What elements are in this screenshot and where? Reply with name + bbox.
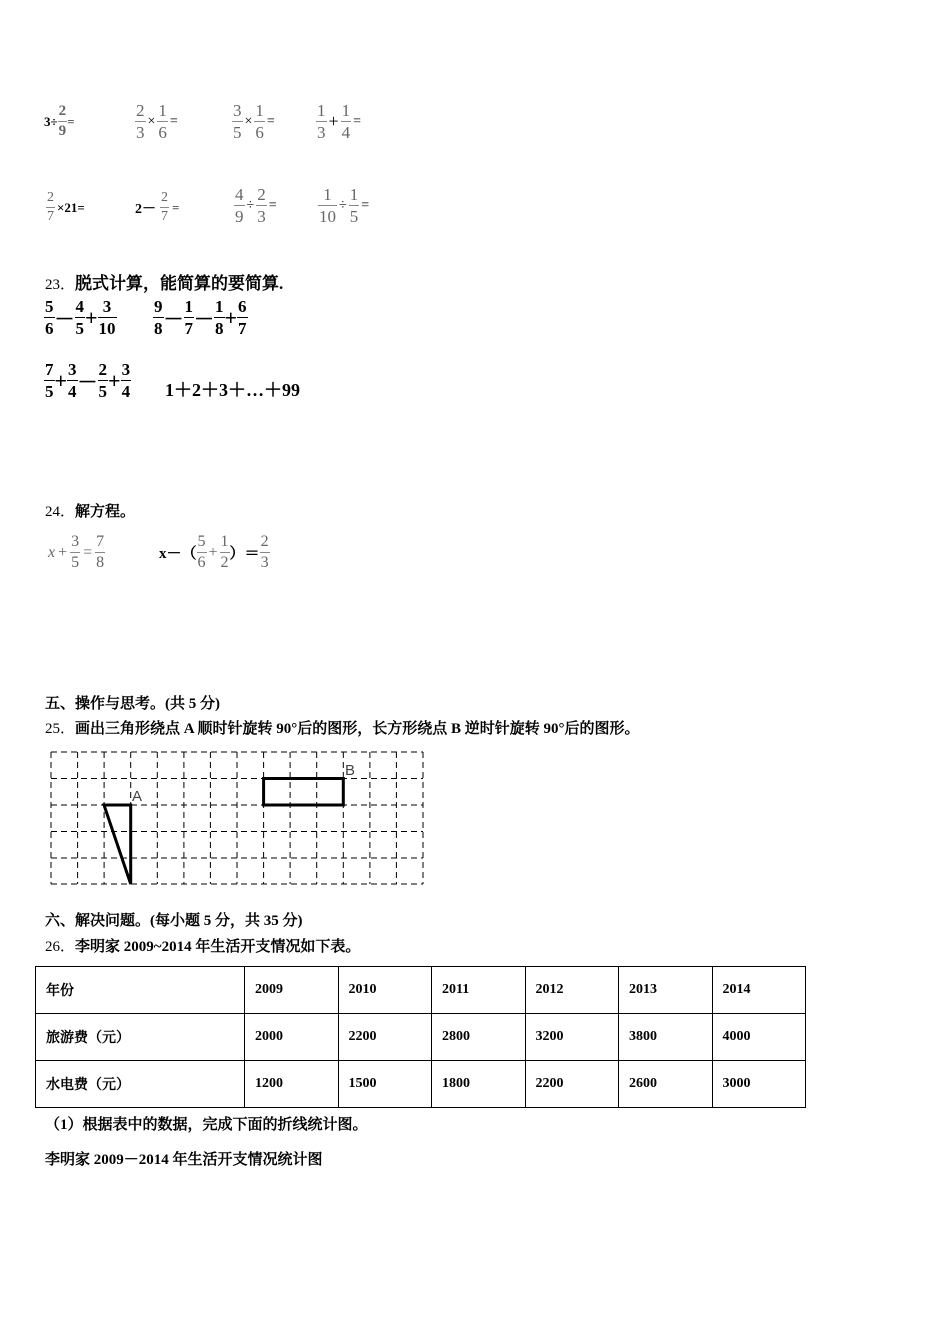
numerator: 5 (45, 297, 54, 316)
operator: + (328, 111, 339, 131)
operator: ÷ (246, 197, 255, 213)
denominator: 3 (136, 123, 145, 142)
rotation-grid-figure (48, 750, 426, 888)
table-cell: 3000 (712, 1061, 806, 1108)
table-cell: 3800 (619, 1014, 713, 1061)
numerator: 3 (121, 360, 131, 379)
question-number: 25． (45, 721, 76, 737)
section-6-heading: 六、解决问题。(每小题 5 分，共 35 分) (45, 913, 303, 929)
table-row (36, 1014, 806, 1061)
numerator: 2 (260, 533, 269, 550)
denominator: 8 (154, 319, 163, 338)
table-cell: 1200 (245, 1061, 339, 1108)
denominator: 9 (58, 123, 67, 139)
question-number: 26． (45, 939, 76, 955)
numerator: 1 (317, 101, 326, 120)
equals: = (353, 113, 362, 129)
numerator: 1 (215, 297, 224, 316)
fraction (153, 298, 164, 337)
calc-item (318, 186, 371, 225)
table-cell: 2200 (525, 1061, 619, 1108)
operator: + (54, 367, 68, 393)
table-cell: 2009 (245, 967, 339, 1014)
fraction (234, 186, 245, 225)
denominator: 7 (47, 209, 54, 224)
rectangle-shape (264, 779, 344, 806)
table-cell: 2800 (432, 1014, 526, 1061)
denominator: 3 (317, 123, 326, 142)
numerator: 5 (197, 533, 206, 550)
table-cell: 水电费（元） (36, 1061, 245, 1108)
numerator: 1 (323, 185, 332, 204)
equals: = (83, 543, 93, 561)
numerator: 4 (75, 297, 84, 316)
fraction (237, 298, 248, 337)
numerator: 2 (58, 103, 67, 119)
fraction (135, 102, 146, 141)
equals: = (169, 113, 178, 129)
denominator: 6 (158, 123, 167, 142)
fraction (67, 361, 78, 400)
fraction (318, 186, 337, 225)
denominator: 2 (220, 554, 229, 571)
table-cell: 2011 (432, 967, 526, 1014)
numerator: 6 (238, 297, 247, 316)
question-text: 李明家 2009~2014 年生活开支情况如下表。 (75, 939, 361, 955)
fraction (46, 191, 55, 224)
calc-item (135, 102, 180, 141)
table-cell: 1500 (338, 1061, 432, 1108)
operator: － (163, 309, 184, 331)
calc-item (234, 186, 279, 225)
fraction (316, 102, 327, 141)
table-cell: 4000 (712, 1014, 806, 1061)
numerator: 3 (102, 297, 112, 316)
operator: + (85, 304, 98, 330)
question-number: 24． (45, 504, 76, 520)
operator: － (77, 372, 98, 394)
question-25-heading (45, 717, 640, 738)
table-row (36, 1061, 806, 1108)
numerator: 3 (233, 101, 242, 120)
expression-3 (44, 361, 131, 400)
numerator: 3 (68, 360, 77, 379)
denominator: 5 (98, 382, 108, 401)
fraction (44, 361, 55, 400)
question-23-heading (45, 269, 283, 294)
fraction (341, 102, 352, 141)
fraction (260, 534, 270, 571)
calc-item (316, 102, 363, 141)
equals: = (266, 113, 275, 129)
numerator: 1 (349, 185, 359, 204)
denominator: 3 (260, 554, 269, 571)
numerator: 2 (98, 360, 108, 379)
denominator: 8 (215, 319, 224, 338)
question-title: 脱式计算，能简算的要简算. (75, 274, 284, 293)
operator: － (194, 309, 214, 331)
fraction (95, 534, 105, 571)
numerator: 9 (154, 297, 163, 316)
denominator: 9 (235, 207, 244, 226)
equation-close: ）＝ (229, 546, 260, 562)
denominator: 5 (233, 123, 242, 142)
table-cell: 旅游费（元） (36, 1014, 245, 1061)
calc-tail: ×21= (57, 199, 85, 215)
table-cell: 2014 (712, 967, 806, 1014)
question-text: 画出三角形绕点 A 顺时针旋转 90°后的图形，长方形绕点 B 逆时针旋转 90°后的图形。 (75, 721, 640, 737)
denominator: 7 (184, 319, 193, 338)
operator: × (244, 113, 253, 129)
section-5-heading: 五、操作与思考。(共 5 分) (45, 696, 220, 712)
denominator: 6 (197, 554, 206, 571)
point-b-label: B (345, 762, 356, 779)
table-cell: 2013 (619, 967, 713, 1014)
fraction (197, 534, 207, 571)
question-24-heading (45, 500, 135, 521)
fraction (70, 534, 80, 571)
numerator: 2 (47, 190, 54, 205)
operator: － (54, 309, 75, 331)
fraction (214, 298, 225, 337)
table-cell: 2012 (525, 967, 619, 1014)
operator: ÷ (339, 197, 347, 213)
table-cell: 1800 (432, 1061, 526, 1108)
table-cell: 3200 (525, 1014, 619, 1061)
denominator: 6 (45, 319, 54, 338)
operator: + (208, 543, 218, 561)
chart-title: 李明家 2009－2014 年生活开支情况统计图 (45, 1152, 323, 1168)
numerator: 3 (71, 533, 80, 550)
question-number: 23． (45, 277, 76, 293)
fraction (232, 102, 243, 141)
calc-item (46, 191, 85, 224)
denominator: 4 (121, 382, 131, 401)
numerator: 1 (220, 533, 229, 550)
denominator: 5 (75, 319, 84, 338)
equals: = (172, 199, 180, 215)
expression-1 (44, 298, 117, 337)
denominator: 4 (341, 123, 351, 142)
numerator: 1 (158, 101, 167, 120)
denominator: 5 (45, 382, 54, 401)
numerator: 2 (136, 101, 145, 120)
calc-row-1 (44, 104, 74, 139)
fraction (44, 298, 55, 337)
denominator: 3 (257, 207, 266, 226)
table-cell: 2000 (245, 1014, 339, 1061)
fraction (349, 186, 360, 225)
operator: + (224, 304, 238, 330)
denominator: 8 (96, 554, 105, 571)
equation-2 (159, 534, 270, 571)
point-a-label: A (132, 788, 143, 805)
equals: = (268, 197, 277, 213)
expression-2 (153, 298, 248, 337)
fraction (160, 191, 169, 224)
denominator: 5 (71, 554, 80, 571)
numerator: 1 (341, 101, 351, 120)
fraction (254, 102, 265, 141)
table-cell: 年份 (36, 967, 245, 1014)
fraction (75, 298, 86, 337)
fraction (98, 361, 109, 400)
denominator: 10 (319, 207, 336, 226)
fraction (220, 534, 230, 571)
numerator: 7 (45, 360, 54, 379)
numerator: 1 (184, 297, 193, 316)
denominator: 7 (238, 319, 247, 338)
calc-item (135, 191, 179, 224)
denominator: 6 (255, 123, 264, 142)
denominator: 10 (98, 319, 116, 338)
equation-1 (48, 534, 105, 571)
fraction (98, 298, 117, 337)
calc-item (44, 104, 74, 139)
fraction (184, 298, 195, 337)
denominator: 5 (349, 207, 359, 226)
table-cell: 2200 (338, 1014, 432, 1061)
dashed-grid (51, 752, 423, 884)
table-header-row (36, 967, 806, 1014)
calc-item (232, 102, 277, 141)
question-title: 解方程。 (75, 504, 136, 520)
expression-4: 1＋2＋3＋…＋99 (165, 380, 300, 400)
question-26-heading (45, 935, 360, 956)
operator: + (58, 543, 68, 561)
operator: × (147, 113, 156, 129)
table-cell: 2600 (619, 1061, 713, 1108)
equation-lead: x－（ (159, 546, 197, 562)
numerator: 4 (235, 185, 244, 204)
calc-lead: 3÷ (44, 113, 58, 129)
numerator: 7 (96, 533, 105, 550)
numerator: 2 (161, 190, 168, 205)
calc-lead: 2－ (135, 201, 156, 217)
equals: = (361, 197, 370, 213)
denominator: 4 (68, 382, 77, 401)
numerator: 2 (257, 185, 266, 204)
calc-tail: = (67, 113, 75, 129)
sub-question-1: （1）根据表中的数据，完成下面的折线统计图。 (45, 1117, 368, 1133)
operator: + (108, 367, 121, 393)
numerator: 1 (255, 101, 264, 120)
table-cell: 2010 (338, 967, 432, 1014)
fraction (157, 102, 168, 141)
expense-table (35, 966, 806, 1108)
variable: x (48, 543, 56, 561)
fraction (256, 186, 267, 225)
denominator: 7 (161, 209, 168, 224)
fraction (121, 361, 132, 400)
triangle-shape (104, 805, 131, 884)
fraction (58, 104, 68, 139)
